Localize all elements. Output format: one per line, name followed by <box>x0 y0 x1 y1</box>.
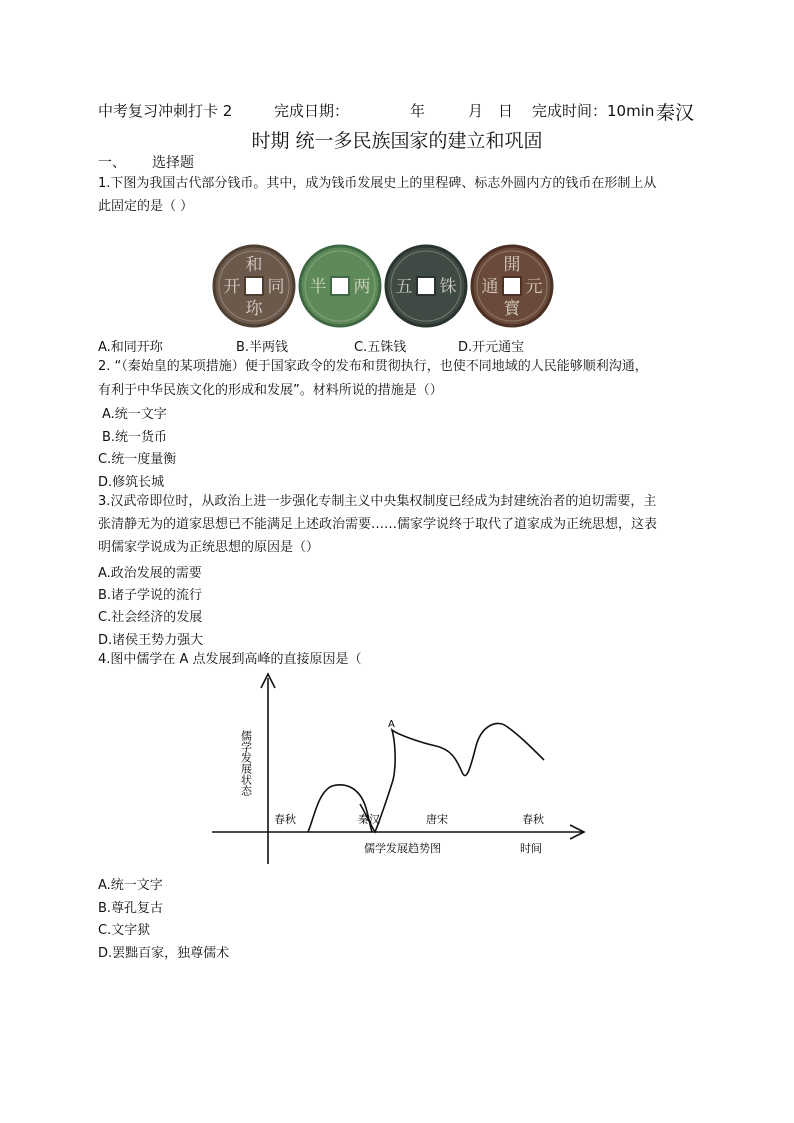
q2-option-d: D.修筑长城 <box>98 475 165 490</box>
coin-3-char-1: 五 <box>395 277 413 297</box>
q3-option-a: A.政治发展的需要 <box>98 566 202 581</box>
coin-2-char-2: 两 <box>353 277 371 297</box>
q1-option-b: B.半两钱 <box>236 340 289 355</box>
coins-figure <box>210 240 570 330</box>
coin-images <box>210 240 570 330</box>
q2-line2: 有利于中华民族文化的形成和发展”。材料所说的措施是（） <box>98 383 443 398</box>
title-part1: 秦汉 <box>656 102 695 124</box>
page-title: 时期 统一多民族国家的建立和巩固 <box>251 130 543 152</box>
period-label-chunqiu-2: 春秋 <box>522 813 544 826</box>
q4-option-c: C.文字狱 <box>98 923 151 938</box>
q3-option-b: B.诸子学说的流行 <box>98 588 203 603</box>
q1-line1: 1.下图为我国古代部分钱币。其中，成为钱币发展史上的里程碑、标志外圆内方的钱币在形制上从 <box>98 176 657 191</box>
time-label: 完成时间：10min <box>532 102 655 120</box>
coin-2 <box>300 246 380 326</box>
coin-1-char-4: 珎 <box>245 299 263 319</box>
q4-option-d: D.罢黜百家，独尊儒术 <box>98 946 230 961</box>
period-label-tangsong: 唐宋 <box>426 813 448 826</box>
q1-option-d: D.开元通宝 <box>458 340 525 355</box>
q1-line2: 此固定的是（ ） <box>98 199 194 214</box>
trend-chart-svg <box>200 668 610 868</box>
q2-option-c: C.统一度量衡 <box>98 452 177 467</box>
day-label: 日 <box>498 102 514 120</box>
period-label-qinhan: 秦汉 <box>358 813 380 826</box>
coin-1-char-2: 同 <box>267 277 285 297</box>
q4-option-a: A.统一文字 <box>98 878 163 893</box>
point-a-label: A <box>388 719 395 730</box>
chart-caption: 儒学发展趋势图 <box>364 842 441 855</box>
q1-option-c: C.五铢钱 <box>354 340 407 355</box>
q4-option-b: B.尊孔复古 <box>98 901 164 916</box>
q2-line1: 2. “（秦始皇的某项措施）便于国家政令的发布和贯彻执行，也使不同地域的人民能够顺利沟通， <box>98 359 648 374</box>
q3-line2: 张清静无为的道家思想已不能满足上述政治需要……儒家学说终于取代了道家成为正统思想，这表 <box>98 517 658 532</box>
year-label: 年 <box>410 102 426 120</box>
coin-4-char-2: 元 <box>525 277 543 297</box>
period-label-chunqiu: 春秋 <box>274 813 296 826</box>
month-label: 月 <box>468 102 484 120</box>
coin-1-char-1: 和 <box>245 255 263 275</box>
q2-option-a: A.统一文字 <box>102 407 167 422</box>
coin-3 <box>386 246 466 326</box>
worksheet-prefix: 中考复习冲刺打卡 2 <box>98 102 233 120</box>
q3-option-d: D.诸侯王势力强大 <box>98 633 204 648</box>
y-axis-label: 儒学发展状态 <box>239 730 253 796</box>
coin-4-char-1: 開 <box>503 255 521 275</box>
q1-option-a: A.和同开珎 <box>98 340 163 355</box>
date-label: 完成日期： <box>274 102 350 120</box>
coin-3-char-2: 铢 <box>439 277 457 297</box>
section-label: 选择题 <box>152 155 194 171</box>
coin-1 <box>214 246 294 326</box>
q3-line1: 3.汉武帝即位时，从政治上进一步强化专制主义中央集权制度已经成为封建统治者的迫切需要，主 <box>98 494 657 509</box>
x-axis-label: 时间 <box>520 842 542 855</box>
q2-option-b: B.统一货币 <box>102 430 168 445</box>
coin-4 <box>472 246 552 326</box>
coin-2-char-1: 半 <box>309 277 327 297</box>
confucianism-trend-chart <box>200 668 610 868</box>
coin-4-char-3: 通 <box>481 277 499 297</box>
coin-4-char-4: 寳 <box>503 299 521 319</box>
q3-option-c: C.社会经济的发展 <box>98 610 203 625</box>
coin-1-char-3: 开 <box>223 277 241 297</box>
q3-line3: 明儒家学说成为正统思想的原因是（） <box>98 540 320 555</box>
section-number: 一、 <box>98 155 126 171</box>
q4-line1: 4.图中儒学在 A 点发展到高峰的直接原因是（ <box>98 652 362 667</box>
